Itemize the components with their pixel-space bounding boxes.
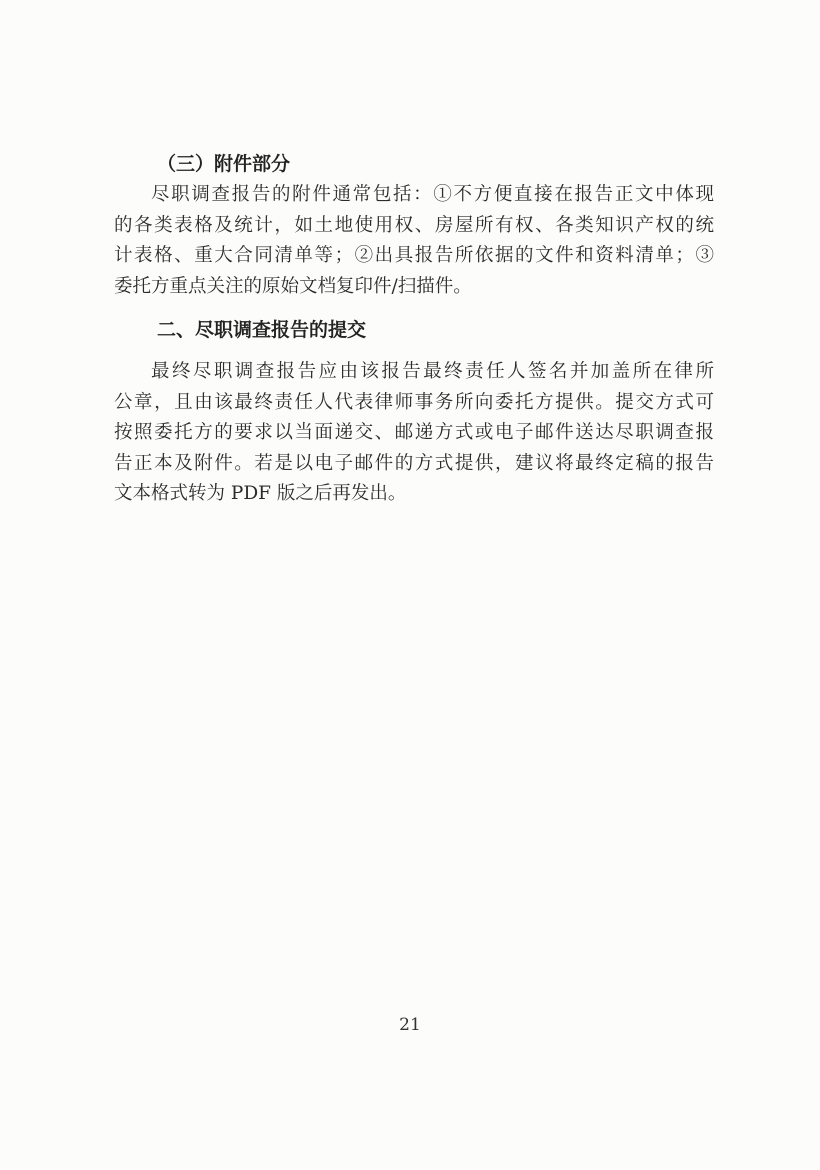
paragraph-line: 告正本及附件。若是以电子邮件的方式提供，建议将最终定稿的报告	[114, 452, 714, 474]
paragraph-submission	[114, 357, 714, 510]
paragraph-line: 计表格、重大合同清单等；②出具报告所依据的文件和资料清单；③	[114, 245, 714, 266]
section-heading-attachments: （三）附件部分	[157, 153, 291, 175]
section-heading-submission: 二、尽职调查报告的提交	[157, 319, 367, 341]
paragraph-line: 最终尽职调查报告应由该报告最终责任人签名并加盖所在律所	[151, 361, 714, 382]
paragraph-line: 公章，且由该最终责任人代表律师事务所向委托方提供。提交方式可	[114, 391, 714, 413]
paragraph-line: 尽职调查报告的附件通常包括：①不方便直接在报告正文中体现	[151, 184, 714, 205]
paragraph-attachments	[114, 180, 714, 302]
paragraph-line: 委托方重点关注的原始文档复印件/扫描件。	[114, 275, 472, 297]
paragraph-line: 按照委托方的要求以当面递交、邮递方式或电子邮件送达尽职调查报	[114, 422, 714, 443]
page-number: 21	[399, 1015, 421, 1035]
paragraph-line: 文本格式转为 PDF 版之后再发出。	[114, 483, 407, 504]
paragraph-line: 的各类表格及统计，如土地使用权、房屋所有权、各类知识产权的统	[114, 214, 714, 236]
